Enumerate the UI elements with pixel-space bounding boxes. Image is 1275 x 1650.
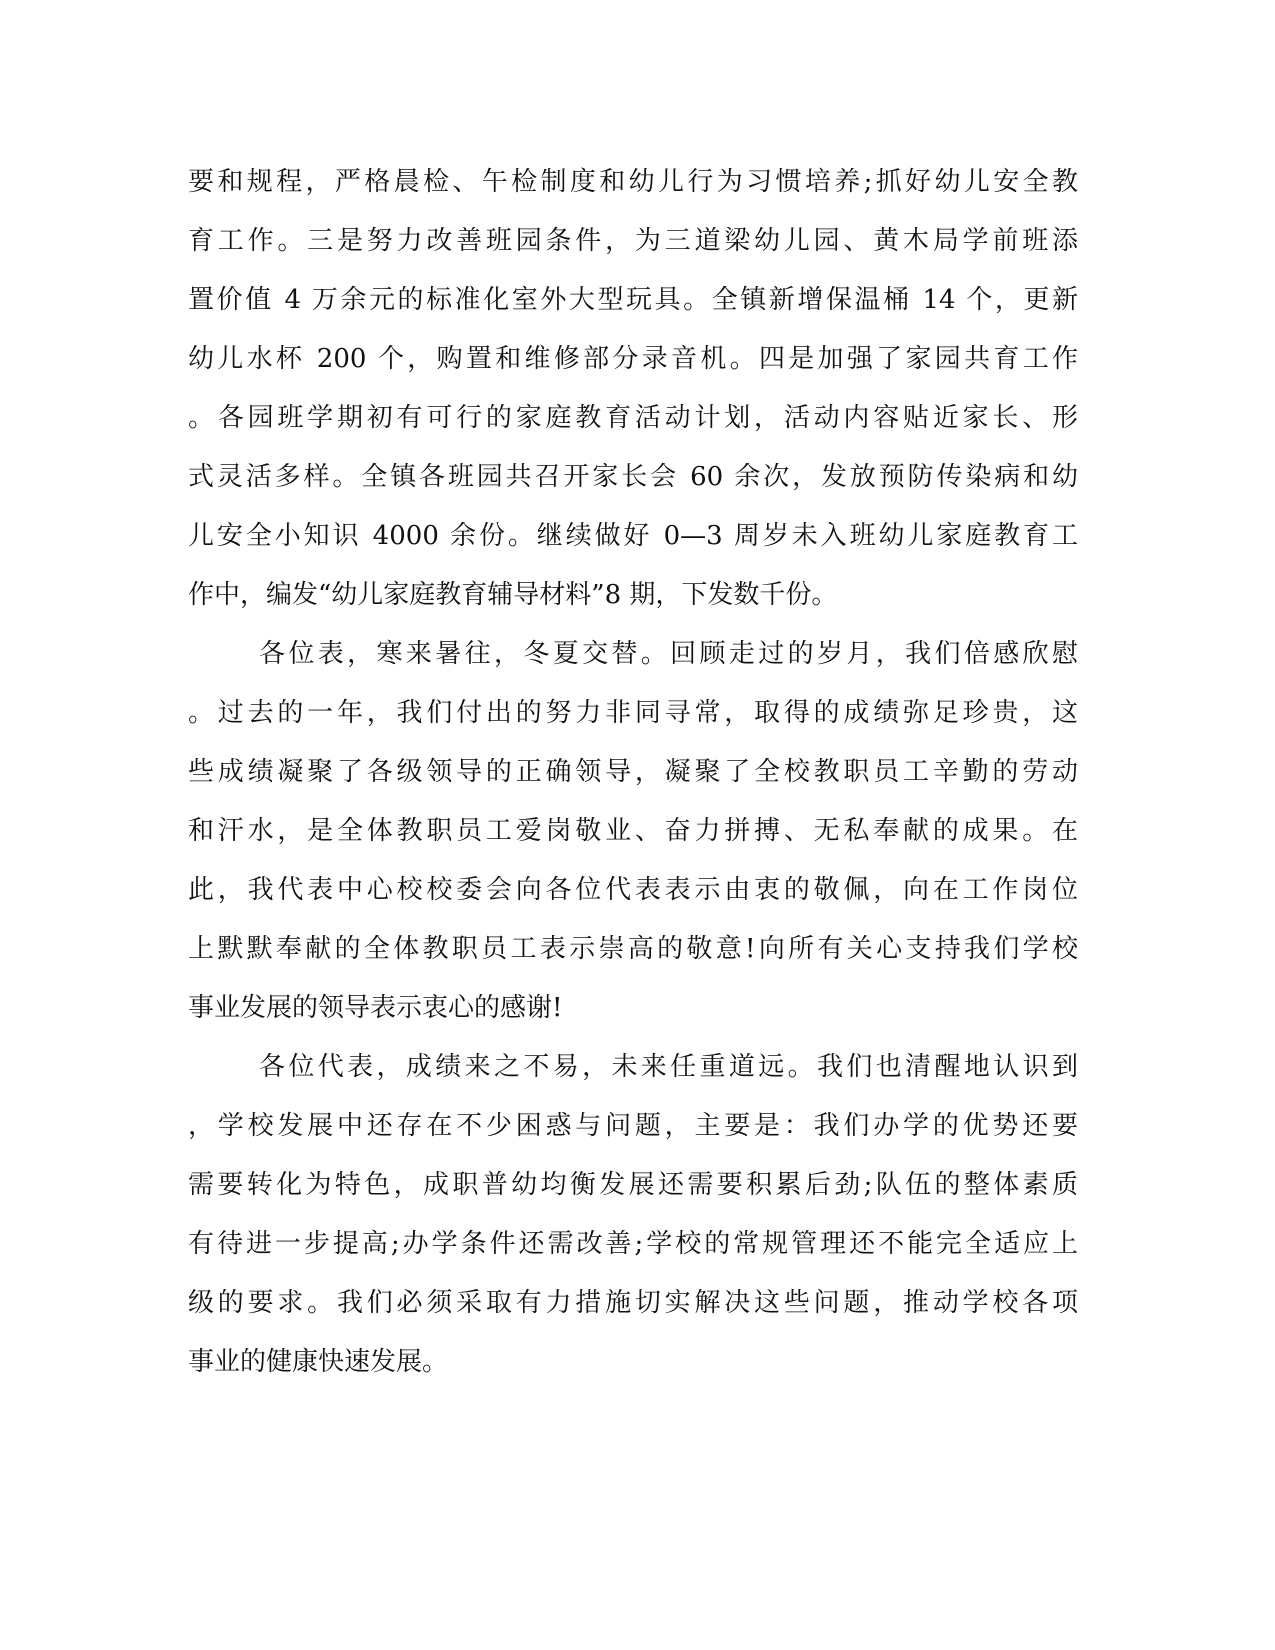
text-line: 些成绩凝聚了各级领导的正确领导，凝聚了全校教职员工辛勤的劳动 xyxy=(188,757,1078,787)
text-line: 。过去的一年，我们付出的努力非同寻常，取得的成绩弥足珍贵，这 xyxy=(188,698,1078,728)
text-line: 有待进一步提高;办学条件还需改善;学校的常规管理还不能完全适应上 xyxy=(188,1229,1078,1259)
text-line: 要和规程，严格晨检、午检制度和幼儿行为习惯培养;抓好幼儿安全教 xyxy=(188,167,1078,197)
text-line: 需要转化为特色，成职普幼均衡发展还需要积累后劲;队伍的整体素质 xyxy=(188,1170,1078,1200)
paragraph-first-line: 各位代表，成绩来之不易，未来任重道远。我们也清醒地认识到 xyxy=(259,1052,1078,1082)
text-line: ，学校发展中还存在不少困惑与问题，主要是：我们办学的优势还要 xyxy=(188,1111,1078,1141)
text-line: 事业发展的领导表示衷心的感谢! xyxy=(188,993,563,1023)
paragraph-first-line: 各位表，寒来暑往，冬夏交替。回顾走过的岁月，我们倍感欣慰 xyxy=(259,639,1078,669)
text-line: 幼儿水杯 200 个，购置和维修部分录音机。四是加强了家园共育工作 xyxy=(188,344,1078,374)
text-line: 式灵活多样。全镇各班园共召开家长会 60 余次，发放预防传染病和幼 xyxy=(188,462,1078,492)
text-line: 此，我代表中心校校委会向各位代表表示由衷的敬佩，向在工作岗位 xyxy=(188,875,1078,905)
text-line: 上默默奉献的全体教职员工表示崇高的敬意!向所有关心支持我们学校 xyxy=(188,934,1078,964)
text-line: 儿安全小知识 4000 余份。继续做好 0—3 周岁未入班幼儿家庭教育工 xyxy=(188,521,1078,551)
text-line: 。各园班学期初有可行的家庭教育活动计划，活动内容贴近家长、形 xyxy=(188,403,1078,433)
text-line: 级的要求。我们必须采取有力措施切实解决这些问题，推动学校各项 xyxy=(188,1288,1078,1318)
text-line: 育工作。三是努力改善班园条件，为三道梁幼儿园、黄木局学前班添 xyxy=(188,226,1078,256)
text-line: 和汗水，是全体教职员工爱岗敬业、奋力拼搏、无私奉献的成果。在 xyxy=(188,816,1078,846)
text-line: 作中，编发“幼儿家庭教育辅导材料”8 期，下发数千份。 xyxy=(188,580,838,610)
text-line: 事业的健康快速发展。 xyxy=(188,1347,449,1377)
text-line: 置价值 4 万余元的标准化室外大型玩具。全镇新增保温桶 14 个，更新 xyxy=(188,285,1078,315)
